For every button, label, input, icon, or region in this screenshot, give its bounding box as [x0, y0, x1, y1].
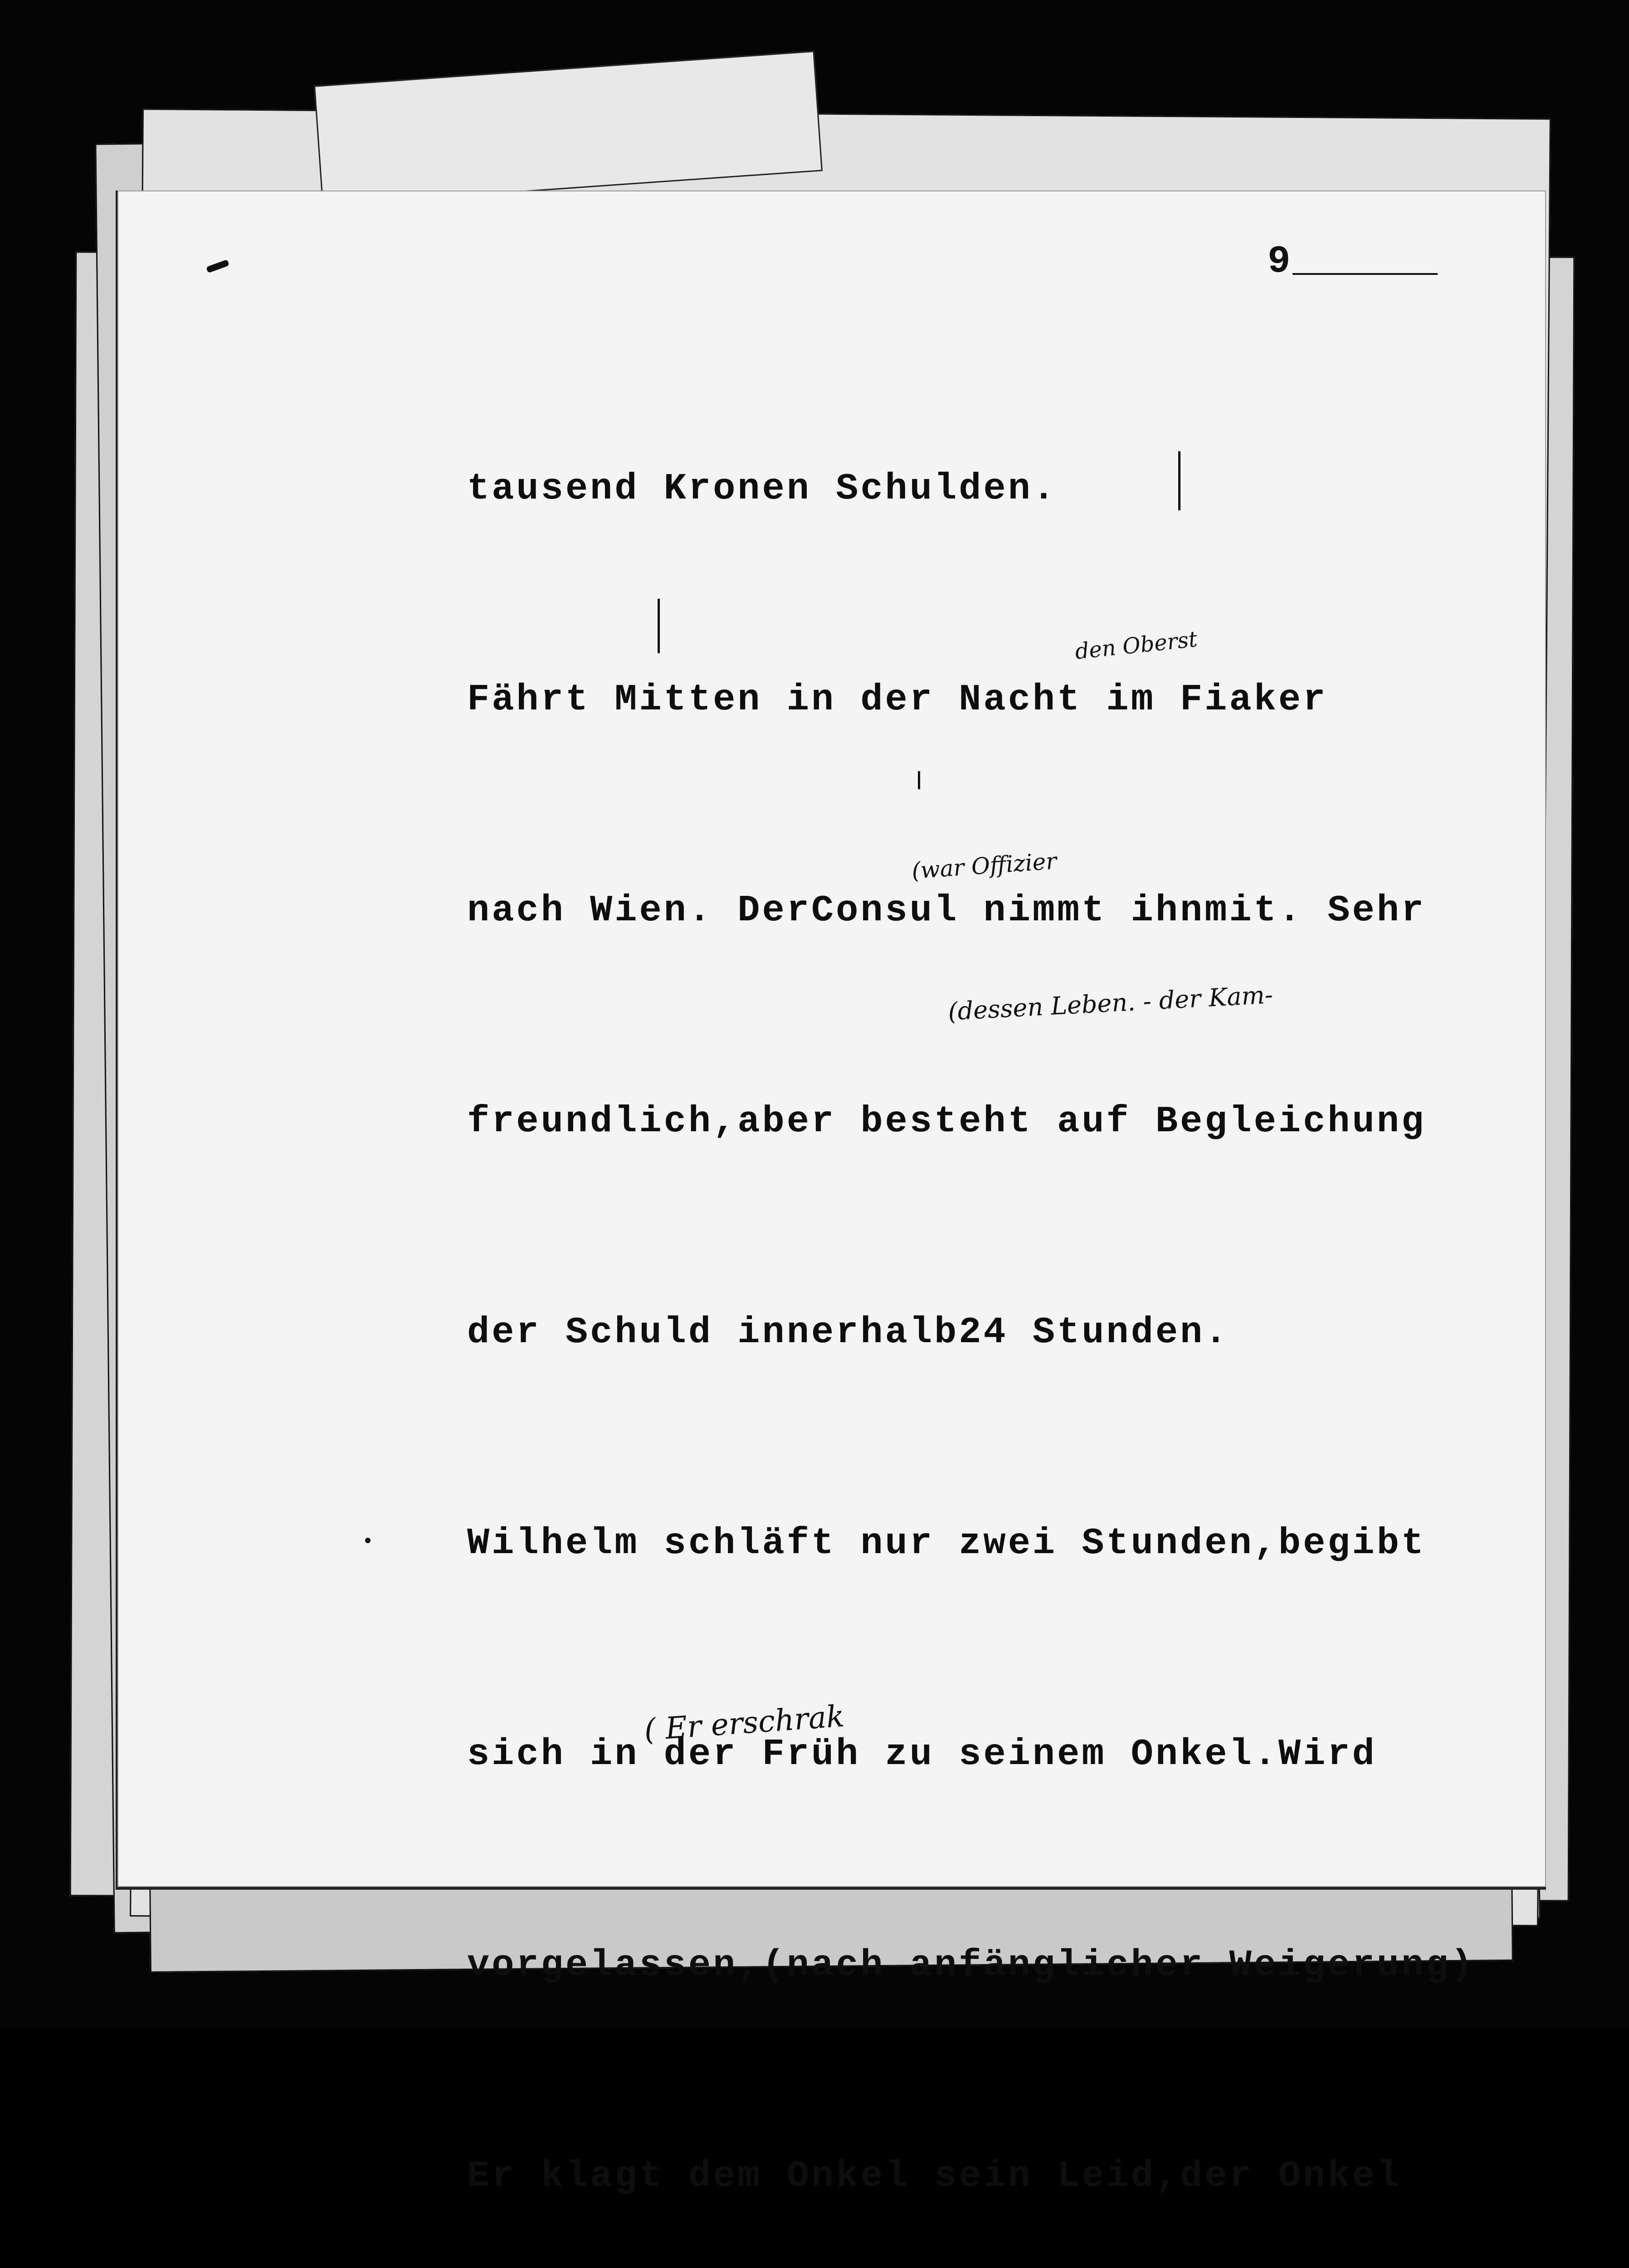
typed-text-block [467, 313, 1475, 2268]
handwritten-note: (war Offizier [911, 847, 1058, 885]
page-number: 9 [1268, 240, 1291, 284]
ink-dot [365, 1538, 371, 1543]
insertion-stroke [918, 771, 920, 789]
text-line: vorgelassen,(nach anfänglicher Weigerung) [467, 1944, 1475, 1986]
text-line: freundlich,aber besteht auf Begleichung [467, 1100, 1426, 1143]
page-number-rule [1292, 273, 1438, 275]
text-line: der Schuld innerhalb24 Stunden. [467, 1311, 1229, 1354]
handwritten-note: ( Er erschrak [643, 1698, 846, 1748]
text-line: Fährt Mitten in der Nacht im Fiaker [467, 679, 1328, 721]
handwritten-note: den Oberst [1073, 626, 1199, 665]
text-line: sich in der Früh zu seinem Onkel.Wird [467, 1733, 1377, 1775]
text-line: Er klagt dem Onkel sein Leid,der Onkel [467, 2155, 1401, 2197]
handwritten-note: (dessen Leben. - der Kam- [947, 980, 1274, 1026]
insertion-stroke [1178, 451, 1180, 510]
insertion-stroke [658, 599, 660, 653]
text-line: tausend Kronen Schulden. [467, 468, 1057, 510]
text-line: Wilhelm schläft nur zwei Stunden,begibt [467, 1522, 1426, 1564]
text-line: nach Wien. DerConsul nimmt ihnmit. Sehr [467, 890, 1426, 932]
